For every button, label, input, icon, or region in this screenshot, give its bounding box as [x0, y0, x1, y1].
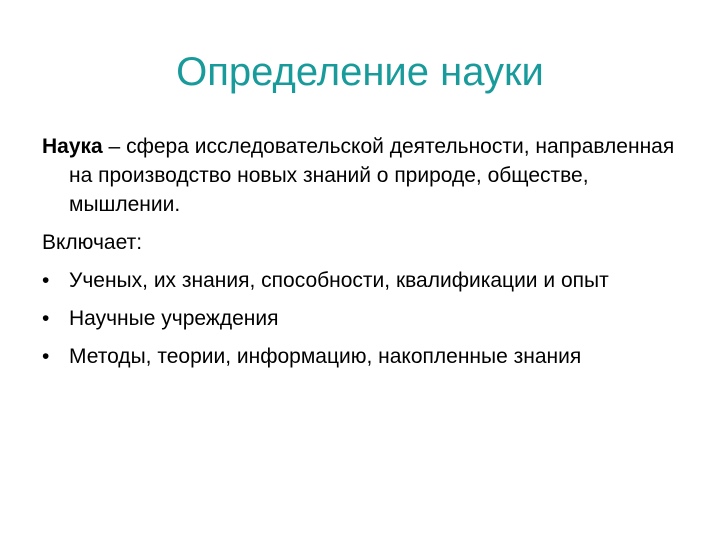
list-item-text: Ученых, их знания, способности, квалификации и опыт: [69, 269, 609, 292]
list-item: [42, 342, 682, 371]
list-item-text: Научные учреждения: [69, 307, 279, 330]
slide-body: [42, 132, 682, 380]
bullet-icon: •: [42, 269, 50, 292]
definition-text: – сфера исследовательской деятельности, направленная на производство новых знаний о природе, обществе, мышлении.: [69, 135, 675, 216]
list-item: [42, 266, 682, 295]
list-item-text: Методы, теории, информацию, накопленные знания: [69, 345, 582, 368]
bullet-icon: •: [42, 307, 50, 330]
list-item: [42, 304, 682, 333]
slide-title: Определение науки: [176, 50, 544, 94]
definition-term: Наука: [42, 135, 103, 158]
definition-paragraph: [42, 132, 682, 219]
includes-label: Включает:: [42, 231, 143, 254]
bullet-icon: •: [42, 345, 50, 368]
